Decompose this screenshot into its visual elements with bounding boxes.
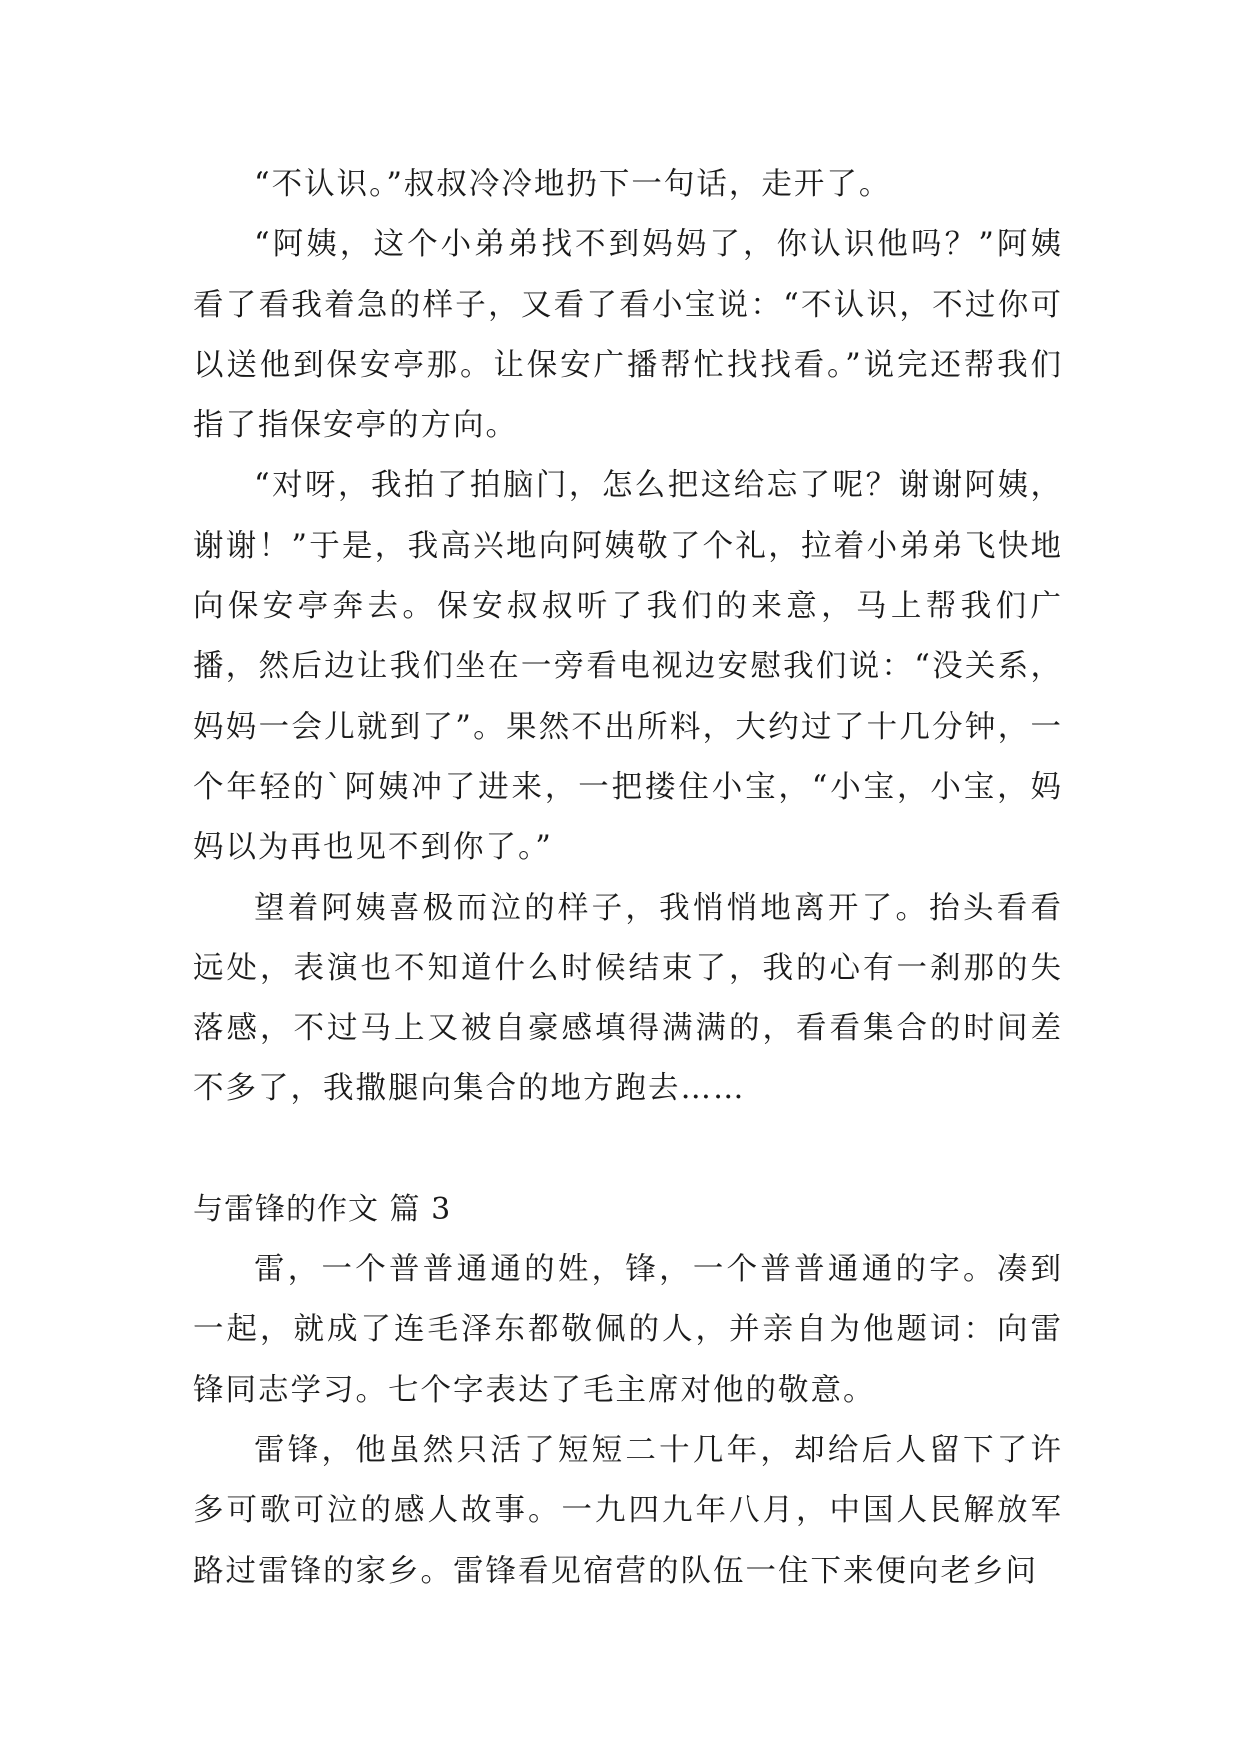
section-heading: 与雷锋的作文 篇 3 <box>193 1191 452 1227</box>
paragraph: 雷，一个普普通通的姓，锋，一个普普通通的字。凑到一起，就成了连毛泽东都敬佩的人，并亲自为他题词：向雷锋同志学习。七个字表达了毛主席对他的敬意。 <box>193 1252 1063 1408</box>
section-gap <box>193 1120 1063 1180</box>
document-body <box>193 155 1063 1602</box>
paragraph: “对呀，我拍了拍脑门，怎么把这给忘了呢？谢谢阿姨，谢谢！”于是，我高兴地向阿姨敬了个礼，拉着小弟弟飞快地向保安亭奔去。保安叔叔听了我们的来意，马上帮我们广播，然后边让我们坐在一旁看电视边安慰我们说：“没关系，妈妈一会儿就到了”。果然不出所料，大约过了十几分钟，一个年轻的`阿姨冲了进来，一把搂住小宝，“小宝，小宝，妈妈以为再也见不到你了。” <box>193 468 1063 866</box>
paragraph: “不认识。”叔叔冷冷地扔下一句话，走开了。 <box>254 167 892 202</box>
paragraph: “阿姨，这个小弟弟找不到妈妈了，你认识他吗？”阿姨看了看我着急的样子，又看了看小宝说：“不认识，不过你可以送他到保安亭那。让保安广播帮忙找找看。”说完还帮我们指了指保安亭的方向。 <box>193 227 1063 444</box>
paragraph: 望着阿姨喜极而泣的样子，我悄悄地离开了。抬头看看远处，表演也不知道什么时候结束了，我的心有一刹那的失落感，不过马上又被自豪感填得满满的，看看集合的时间差不多了，我撒腿向集合的地方跑去…… <box>193 890 1063 1107</box>
paragraph: 雷锋，他虽然只活了短短二十几年，却给后人留下了许多可歌可泣的感人故事。一九四九年八月，中国人民解放军路过雷锋的家乡。雷锋看见宿营的队伍一住下来便向老乡问 <box>193 1432 1063 1589</box>
